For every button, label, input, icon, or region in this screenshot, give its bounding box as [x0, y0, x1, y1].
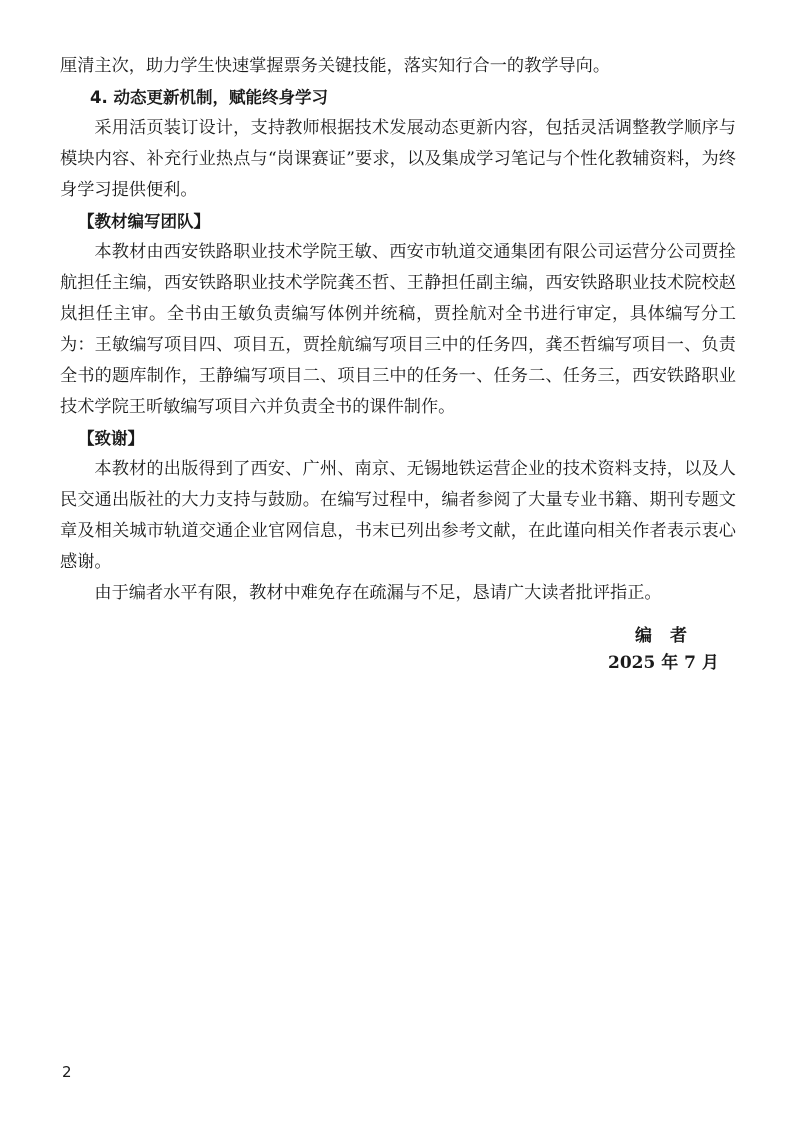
thanks-heading: 【致谢】	[78, 429, 144, 448]
body-text	[60, 51, 736, 609]
paragraph-team: 本教材由西安铁路职业技术学院王敏、西安市轨道交通集团有限公司运营分公司贾拴航担任主编，西安铁路职业技术学院龚丕哲、王静担任副主编，西安铁路职业技术院校赵岚担任主审。全书由王敏负责编写体例并统稿，贾拴航对全书进行审定，具体编写分工为：王敏编写项目四、项目五，贾拴航编写项目三中的任务四，龚丕哲编写项目一、负责全书的题库制作，王静编写项目二、项目三中的任务一、任务二、任务三，西安铁路职业技术学院王昕敏编写项目六并负责全书的课件制作。	[60, 242, 736, 417]
paragraph-humble: 由于编者水平有限，教材中难免存在疏漏与不足，恳请广大读者批评指正。	[94, 583, 662, 603]
section-heading-4: 4. 动态更新机制，赋能终身学习	[90, 88, 328, 107]
paragraph-thanks: 本教材的出版得到了西安、广州、南京、无锡地铁运营企业的技术资料支持，以及人民交通出版社的大力支持与鼓励。在编写过程中，编者参阅了大量专业书籍、期刊专题文章及相关城市轨道交通企业官网信息，书末已列出参考文献，在此谨向相关作者表示衷心感谢。	[60, 459, 736, 572]
signature-date: 2025 年 7 月	[608, 653, 719, 673]
paragraph-continuation: 厘清主次，助力学生快速掌握票务关键技能，落实知行合一的教学导向。	[60, 56, 611, 76]
paragraph-update: 采用活页装订设计，支持教师根据技术发展动态更新内容，包括灵活调整教学顺序与模块内容、补充行业热点与“岗课赛证”要求，以及集成学习笔记与个性化教辅资料，为终身学习提供便利。	[60, 118, 736, 200]
team-heading: 【教材编写团队】	[78, 212, 210, 231]
signature-author: 编者	[635, 626, 705, 646]
page-number: 2	[62, 1063, 72, 1081]
